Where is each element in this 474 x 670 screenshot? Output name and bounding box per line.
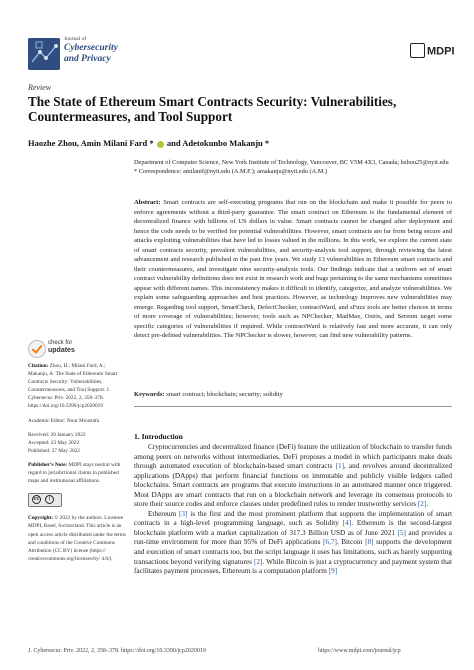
footer-citation[interactable]: J. Cybersecur. Priv. 2022, 2, 358–378. https://doi.org/10.3390/jcp2020019: [28, 648, 206, 654]
publisher-note: Publisher’s Note: MDPI stays neutral with regard to jurisdictional claims in published maps and institutional affiliations.: [28, 461, 121, 485]
orcid-icon[interactable]: [157, 141, 164, 148]
publisher-logo: [410, 44, 455, 59]
citation-link[interactable]: [5]: [397, 528, 406, 537]
journal-title-small: Journal of: [64, 36, 87, 42]
journal-title-line2: and Privacy: [64, 54, 111, 64]
mdpi-logo-icon: [410, 43, 425, 58]
check-for-updates-button[interactable]: [28, 340, 88, 358]
check-updates-icon: [28, 340, 46, 358]
dates: [28, 431, 126, 455]
author-1: Haozhe Zhou,: [28, 138, 81, 148]
citation-link[interactable]: [1]: [335, 462, 345, 471]
accepted-date: Accepted: 23 May 2022: [28, 439, 80, 446]
article-title: The State of Ethereum Smart Contracts Security: Vulnerabilities, Countermeasures, and Tool Support: [28, 94, 397, 124]
author-2: Amin Milani Fard *: [80, 138, 154, 148]
section-divider: [134, 406, 452, 407]
academic-editor: Academic Editor: Nour Moustafa: [28, 417, 100, 424]
cc-icon: cc: [33, 496, 40, 503]
correspondence-text: * Correspondence: amilanif@nyit.edu (A.M.F.); amakanju@nyit.edu (A.M.): [134, 167, 327, 175]
keywords-text: smart contract; blockchain; security; solidity: [164, 391, 283, 398]
abstract: [134, 198, 452, 341]
citation-link[interactable]: [6,7]: [322, 538, 337, 547]
published-date: Published: 27 May 2022: [28, 447, 80, 454]
section-heading: 1. Introduction: [134, 432, 183, 441]
affiliations: [134, 159, 452, 176]
keywords: [134, 391, 452, 398]
paragraph: Ethereum [3] is the first and the most prominent platform that supports the implementation of smart contracts in a high-level programming language, such as Solidity [4]. Ethereum is the second-largest blockchain platform with a market capitalization of 317.3 Billion USD as of June 2021 [5] and provides a run-time environment for more than 95% of DeFi applications [6,7]. Bitcoin [8] supports the development and execution of smart contracts too, but the script language it uses has limitations, such as barely supporting transactions beyond verifying signatures [2]. While Bitcoin is just a cryptocurrency and payment system that facilitates payment processes, Ethereum is a computation platform [9]: [134, 509, 453, 576]
article-type: Review: [28, 83, 52, 92]
citation-link[interactable]: [4]: [342, 519, 352, 528]
affiliation-text: Department of Computer Science, New York Institute of Technology, Vancouver, BC V5M 4X3, Canada; hzhou25@nyit.edu: [134, 159, 449, 166]
footer-journal-link[interactable]: https://www.mdpi.com/journal/jcp: [318, 648, 401, 654]
citation-link[interactable]: [9]: [328, 567, 338, 576]
by-icon: i: [45, 495, 54, 504]
author-3: and Adetokunbo Makanju *: [164, 138, 270, 148]
abstract-text: Smart contracts are self-executing programs that run on the blockchain and make it possible for peers to enforce agreements without a third-party guarantee. The smart contract on Ethereum is the fundamental element of decentralized finance with billions of US dollars in value. Smart contracts cannot be changed after deployment and hence the code needs to be verified for potential vulnerabilities. However, smart contracts are far from being secure and attacks exploiting vulnerabilities that have led to losses valued in the millions. In this work, we explore the current state of smart contracts security, prevalent vulnerabilities, and security-analysis tool support, through reviewing the latest advancement and research published in the past five years. We study 13 vulnerabilities in Ethereum smart contracts and their countermeasures, and investigate nine security-analysis tools. Our findings indicate that a uniform set of smart contract vulnerability definitions does not exist in research work and bugs pertaining to the same mechanisms sometimes appear with different names. This inconsistency makes it difficult to identify, categorize, and analyze vulnerabilities. We explain some safeguarding approaches and best practices. However, as technology improves new vulnerabilities may emerge. Regarding tool support, SmartCheck, DefectChecker, contractWard, and sFuzz tools are better choices in terms of more coverage of vulnerabilities; however, tools such as NPChecker, MadMax, Osiris, and Sereum target some specific categories of vulnerabilities if required. While contractWard is relatively fast and more accurate, it can only detect pre-defined vulnerabilities. The NPChecker is slower, however, can find new vulnerability patterns.: [134, 199, 452, 339]
author-list: [28, 138, 269, 148]
article-info-sidebar: [28, 362, 126, 569]
citation-link[interactable]: [2]: [417, 500, 427, 509]
journal-logo-icon: [28, 38, 60, 70]
journal-title-line1: Cybersecurity: [64, 43, 118, 53]
check-updates-label: check for updates: [48, 340, 75, 354]
citation-link[interactable]: [2]: [253, 557, 263, 566]
paragraph: Cryptocurrencies and decentralized finance (DeFi) feature the utilization of blockchain to transfer funds among peers on networks without intermediaries. DeFi proposes a model in which participants make deals through automated execution of blockchain-based smart contracts [1], and revolves around decentralized applications (DApps) that perform financial functions on immutable and publicly visible ledgers called blockchains. Smart contracts are programs that execute instructions in an automated manner once triggered. Most DApps are smart contracts that run on a blockchain network and leverage its consensus protocols to store their source codes and enforce clauses under predefined rules to render trustworthy services [2].: [134, 443, 452, 509]
citation-info: Citation: Zhou, H.; Milani Fard, A.; Makanju, A. The State of Ethereum Smart Contracts Security: Vulnerabilities, Countermeasures, and Tool Support. J. Cybersecur. Priv. 2022, 2, 358–378. https://doi.org/10.3390/jcp2020019: [28, 363, 118, 410]
cc-by-license-icon[interactable]: [28, 493, 62, 507]
publisher-name: MDPI: [427, 45, 455, 58]
received-date: Received: 20 January 2022: [28, 431, 86, 438]
keywords-label: Keywords:: [134, 391, 165, 398]
citation-link[interactable]: [3]: [178, 509, 188, 518]
citation-link[interactable]: [8]: [365, 538, 374, 547]
introduction-body: [134, 443, 452, 577]
journal-title: [64, 36, 118, 65]
copyright-info: Copyright: © 2022 by the authors. Licensee MDPI, Basel, Switzerland. This article is an open access article distributed under the terms and conditions of the Creative Commons Attribution (CC BY) license (https:// creativecommons.org/licenses/by/ 4.0/).: [28, 515, 126, 562]
abstract-label: Abstract:: [134, 199, 161, 206]
